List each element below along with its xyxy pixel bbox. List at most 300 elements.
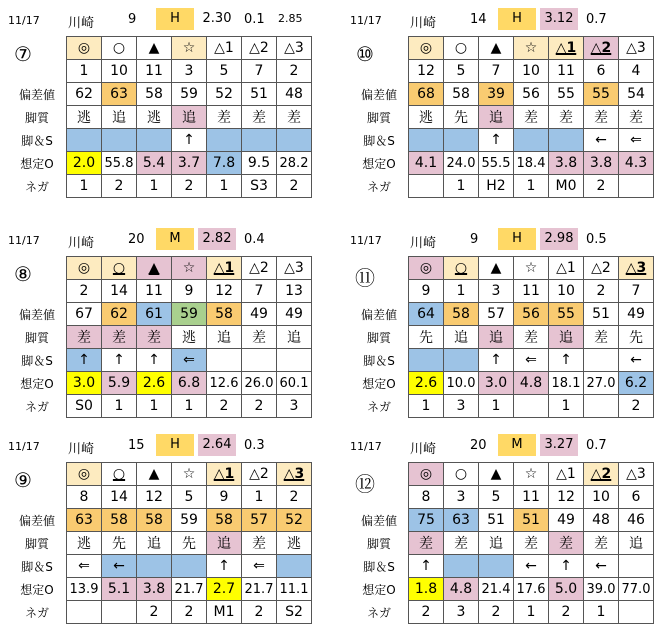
row-label: 偏差値 bbox=[360, 308, 397, 322]
style-cell bbox=[172, 532, 207, 555]
ashi-row bbox=[67, 349, 312, 372]
horse-number-cell-text: 5 bbox=[184, 489, 194, 505]
odds-value: 3.12 bbox=[540, 8, 578, 30]
nega-cell bbox=[619, 395, 654, 418]
race-panel bbox=[350, 432, 666, 640]
race-number: ⑩ bbox=[356, 42, 374, 66]
hensachi-cell-text: 63 bbox=[75, 512, 93, 528]
ashi-cell bbox=[479, 349, 514, 372]
odds-cell-text: 21.4 bbox=[481, 581, 511, 597]
hensachi-cell bbox=[137, 303, 172, 326]
horse-number-cell bbox=[409, 280, 444, 303]
nega-cell-text: 2 bbox=[254, 604, 264, 620]
soutei-row bbox=[67, 152, 312, 175]
horse-number-cell bbox=[619, 60, 654, 83]
horse-number-cell bbox=[67, 280, 102, 303]
odds-cell-text: 3.8 bbox=[142, 581, 166, 597]
row-label: ネガ bbox=[24, 400, 49, 414]
nega-cell bbox=[514, 395, 549, 418]
odds-cell bbox=[619, 372, 654, 395]
style-cell-text: 差 bbox=[524, 330, 538, 346]
odds-cell-text: 3.7 bbox=[177, 155, 201, 171]
style-cell-text: 差 bbox=[77, 330, 91, 346]
horse-number-cell bbox=[102, 60, 137, 83]
symbol-cell bbox=[172, 37, 207, 60]
odds-diff: 0.5 bbox=[586, 232, 607, 247]
nega-cell bbox=[549, 395, 584, 418]
venue-name: 川崎 bbox=[410, 442, 437, 457]
horse-number-cell-text: 6 bbox=[596, 63, 606, 79]
odds-cell bbox=[479, 152, 514, 175]
odds-cell-text: 4.8 bbox=[519, 375, 543, 391]
hensachi-cell bbox=[514, 509, 549, 532]
style-cell bbox=[242, 326, 277, 349]
hensachi-cell bbox=[549, 509, 584, 532]
nega-cell-text: 2 bbox=[421, 604, 431, 620]
style-cell-text: 差 bbox=[524, 536, 538, 552]
hensachi-cell bbox=[409, 83, 444, 106]
hensachi-cell-text: 58 bbox=[145, 512, 163, 528]
hensachi-cell bbox=[409, 303, 444, 326]
odds-cell-text: 2.6 bbox=[414, 375, 438, 391]
hensachi-cell-text: 58 bbox=[215, 306, 233, 322]
row-label: 想定O bbox=[20, 377, 54, 391]
nega-cell-text: 2 bbox=[184, 604, 194, 620]
hensachi-cell bbox=[102, 83, 137, 106]
row-label: 脚質 bbox=[24, 111, 49, 125]
odds-cell-text: 12.6 bbox=[209, 375, 239, 391]
style-cell-text: 差 bbox=[524, 110, 538, 126]
ashi-row bbox=[67, 555, 312, 578]
nega-cell bbox=[549, 175, 584, 198]
style-cell bbox=[102, 326, 137, 349]
symbol-cell bbox=[137, 463, 172, 486]
style-cell-text: 追 bbox=[559, 330, 573, 346]
odds-cell-text: 28.2 bbox=[279, 155, 309, 171]
hensachi-cell-text: 52 bbox=[285, 512, 303, 528]
symbol-cell bbox=[549, 37, 584, 60]
symbol-cell bbox=[444, 37, 479, 60]
hensachi-cell bbox=[172, 509, 207, 532]
row-label: 想定O bbox=[362, 157, 396, 171]
symbol-cell bbox=[444, 463, 479, 486]
hensachi-cell bbox=[619, 509, 654, 532]
ashi-cell bbox=[444, 555, 479, 578]
odds-cell bbox=[549, 372, 584, 395]
hensachi-cell bbox=[277, 303, 312, 326]
ashi-cell bbox=[584, 349, 619, 372]
style-cell bbox=[619, 326, 654, 349]
horse-number-cell bbox=[242, 280, 277, 303]
nega-cell bbox=[67, 601, 102, 624]
nega-cell bbox=[242, 175, 277, 198]
horse-number-cell-text: 11 bbox=[522, 283, 540, 299]
nega-cell bbox=[514, 175, 549, 198]
ashi-cell-text: ↑ bbox=[113, 352, 125, 368]
horse-number-cell-text: 3 bbox=[456, 489, 466, 505]
horse-number-cell bbox=[172, 60, 207, 83]
hensachi-cell-text: 48 bbox=[592, 512, 610, 528]
numbers-row bbox=[409, 280, 654, 303]
odds-cell bbox=[549, 152, 584, 175]
venue-name: 川崎 bbox=[68, 236, 95, 251]
row-label: 偏差値 bbox=[18, 514, 55, 528]
hensachi-cell-text: 58 bbox=[145, 86, 163, 102]
horse-number-cell-text: 10 bbox=[592, 489, 610, 505]
horse-number-cell bbox=[549, 486, 584, 509]
symbol-cell bbox=[549, 463, 584, 486]
style-cell-text: 逃 bbox=[182, 330, 196, 346]
symbol-cell bbox=[584, 37, 619, 60]
style-cell-text: 先 bbox=[454, 110, 468, 126]
symbol-cell bbox=[514, 463, 549, 486]
horse-number-cell bbox=[444, 486, 479, 509]
style-cell-text: 逃 bbox=[77, 110, 91, 126]
symbol-cell-text: ▲ bbox=[490, 260, 502, 276]
nega-cell bbox=[277, 175, 312, 198]
odds-cell-text: 11.1 bbox=[279, 581, 309, 597]
hensachi-cell bbox=[549, 83, 584, 106]
ashi-cell bbox=[409, 129, 444, 152]
hensachi-cell bbox=[619, 83, 654, 106]
odds-cell bbox=[584, 152, 619, 175]
venue-name: 川崎 bbox=[410, 16, 437, 31]
numbers-row bbox=[67, 486, 312, 509]
ashi-cell-text: ↑ bbox=[490, 352, 502, 368]
horse-number-cell-text: 3 bbox=[491, 283, 501, 299]
hensachi-row bbox=[67, 509, 312, 532]
symbol-cell-text: ☆ bbox=[182, 466, 196, 482]
nega-cell bbox=[172, 601, 207, 624]
nega-cell-text: 2 bbox=[114, 178, 124, 194]
odds-cell bbox=[549, 578, 584, 601]
row-label: 脚質 bbox=[366, 537, 391, 551]
runner-count: 20 bbox=[128, 232, 145, 247]
nega-cell-text: 1 bbox=[526, 178, 536, 194]
horse-number-cell-text: 7 bbox=[491, 63, 501, 79]
ashi-cell bbox=[409, 349, 444, 372]
ashi-cell bbox=[549, 349, 584, 372]
symbol-cell-text: ◎ bbox=[419, 40, 433, 56]
ashi-cell bbox=[207, 555, 242, 578]
ashi-cell bbox=[549, 555, 584, 578]
ashi-cell bbox=[242, 129, 277, 152]
hensachi-cell bbox=[242, 509, 277, 532]
symbol-cell-text: ○ bbox=[112, 260, 126, 276]
odds-cell bbox=[102, 578, 137, 601]
hensachi-row bbox=[409, 509, 654, 532]
ashi-cell bbox=[207, 129, 242, 152]
odds-cell-text: 13.9 bbox=[69, 581, 99, 597]
symbol-cell bbox=[242, 463, 277, 486]
nega-cell-text: 1 bbox=[526, 604, 536, 620]
row-label: 偏差値 bbox=[18, 308, 55, 322]
horse-number-cell bbox=[172, 486, 207, 509]
nega-cell bbox=[277, 395, 312, 418]
hensachi-cell bbox=[242, 303, 277, 326]
nega-cell-text: 2 bbox=[561, 604, 571, 620]
race-date: 11/17 bbox=[8, 440, 40, 453]
hensachi-row bbox=[67, 303, 312, 326]
odds-cell-text: 3.0 bbox=[72, 375, 96, 391]
row-label: 脚質 bbox=[24, 537, 49, 551]
symbol-cell-text: △1 bbox=[213, 260, 235, 276]
symbol-cell-text: ☆ bbox=[524, 40, 538, 56]
symbol-cell-text: ▲ bbox=[490, 466, 502, 482]
nega-row bbox=[409, 175, 654, 198]
style-cell-text: 逃 bbox=[287, 536, 301, 552]
hensachi-cell-text: 51 bbox=[522, 512, 540, 528]
symbol-cell bbox=[584, 257, 619, 280]
ashi-cell-text: ← bbox=[595, 558, 607, 574]
odds-cell bbox=[619, 578, 654, 601]
kyakushitsu-row bbox=[67, 326, 312, 349]
odds-diff: 0.7 bbox=[586, 12, 607, 27]
hensachi-cell-text: 48 bbox=[285, 86, 303, 102]
style-cell bbox=[549, 532, 584, 555]
odds-diff: 0.7 bbox=[586, 438, 607, 453]
horse-number-cell-text: 1 bbox=[456, 283, 466, 299]
nega-cell-text: 2 bbox=[491, 604, 501, 620]
nega-cell bbox=[102, 175, 137, 198]
odds-cell-text: 2.0 bbox=[72, 155, 96, 171]
kyakushitsu-row bbox=[67, 106, 312, 129]
odds-cell-text: 1.8 bbox=[414, 581, 438, 597]
row-label: ネガ bbox=[24, 180, 49, 194]
horse-number-cell bbox=[67, 486, 102, 509]
symbols-row bbox=[67, 257, 312, 280]
horse-grid bbox=[408, 256, 654, 418]
odds-value: 2.82 bbox=[198, 228, 236, 250]
style-cell bbox=[172, 326, 207, 349]
horse-grid bbox=[66, 36, 312, 198]
nega-cell-text: 1 bbox=[421, 398, 431, 414]
hensachi-cell bbox=[514, 83, 549, 106]
runner-count: 20 bbox=[470, 438, 487, 453]
nega-cell bbox=[207, 395, 242, 418]
hensachi-cell bbox=[207, 83, 242, 106]
hensachi-cell-text: 68 bbox=[417, 86, 435, 102]
odds-cell bbox=[409, 578, 444, 601]
horse-number-cell bbox=[67, 60, 102, 83]
hensachi-cell bbox=[277, 83, 312, 106]
race-panel bbox=[8, 226, 324, 434]
style-cell bbox=[207, 106, 242, 129]
odds-cell-text: 6.8 bbox=[177, 375, 201, 391]
horse-number-cell-text: 9 bbox=[219, 489, 229, 505]
row-label: ネガ bbox=[24, 606, 49, 620]
row-label: 脚＆S bbox=[363, 354, 395, 368]
odds-cell-text: 2.7 bbox=[212, 581, 236, 597]
symbol-cell-text: △1 bbox=[555, 40, 577, 56]
symbol-cell bbox=[479, 463, 514, 486]
hensachi-row bbox=[409, 303, 654, 326]
nega-cell-text: 1 bbox=[184, 398, 194, 414]
ashi-cell bbox=[102, 349, 137, 372]
nega-cell bbox=[444, 395, 479, 418]
horse-number-cell-text: 8 bbox=[79, 489, 89, 505]
style-cell bbox=[67, 326, 102, 349]
row-label: ネガ bbox=[366, 400, 391, 414]
nega-cell-text: 1 bbox=[491, 398, 501, 414]
hensachi-row bbox=[67, 83, 312, 106]
hensachi-cell-text: 51 bbox=[592, 306, 610, 322]
style-cell-text: 差 bbox=[419, 536, 433, 552]
nega-cell bbox=[242, 395, 277, 418]
ashi-row bbox=[67, 129, 312, 152]
odds-cell bbox=[409, 372, 444, 395]
style-cell bbox=[137, 532, 172, 555]
horse-number-cell-text: 10 bbox=[522, 63, 540, 79]
ashi-cell bbox=[102, 129, 137, 152]
ashi-cell-text: ↑ bbox=[560, 352, 572, 368]
panel-header bbox=[350, 6, 666, 32]
hensachi-cell-text: 59 bbox=[180, 306, 198, 322]
ashi-cell-text: ↑ bbox=[183, 132, 195, 148]
symbol-cell bbox=[102, 463, 137, 486]
odds-cell-text: 60.1 bbox=[279, 375, 309, 391]
ashi-cell-text: ↑ bbox=[490, 132, 502, 148]
symbol-cell-text: △3 bbox=[283, 466, 305, 482]
style-cell-text: 追 bbox=[217, 536, 231, 552]
style-cell-text: 追 bbox=[629, 536, 643, 552]
symbol-cell-text: △2 bbox=[590, 466, 612, 482]
row-label: 想定O bbox=[20, 157, 54, 171]
race-number: ⑪ bbox=[355, 266, 375, 290]
horse-number-cell-text: 12 bbox=[557, 489, 575, 505]
venue-name: 川崎 bbox=[68, 16, 95, 31]
ashi-cell-text: ⇐ bbox=[78, 558, 90, 574]
horse-number-cell-text: 1 bbox=[254, 489, 264, 505]
symbol-cell-text: ◎ bbox=[419, 260, 433, 276]
hensachi-cell-text: 57 bbox=[250, 512, 268, 528]
nega-cell-text: 1 bbox=[561, 398, 571, 414]
symbol-cell bbox=[479, 257, 514, 280]
horse-number-cell bbox=[137, 280, 172, 303]
ashi-row bbox=[409, 349, 654, 372]
nega-cell-text: 2 bbox=[184, 178, 194, 194]
odds-diff: 0.3 bbox=[244, 438, 265, 453]
style-cell bbox=[514, 106, 549, 129]
nega-cell-text: 2 bbox=[596, 178, 606, 194]
style-cell bbox=[549, 106, 584, 129]
horse-number-cell bbox=[242, 60, 277, 83]
style-cell bbox=[479, 106, 514, 129]
row-label: 脚＆S bbox=[363, 560, 395, 574]
odds-cell bbox=[409, 152, 444, 175]
ashi-cell-text: ↑ bbox=[560, 558, 572, 574]
style-cell bbox=[242, 532, 277, 555]
style-cell bbox=[514, 532, 549, 555]
odds-cell bbox=[277, 578, 312, 601]
nega-cell bbox=[67, 175, 102, 198]
horse-number-cell-text: 10 bbox=[110, 63, 128, 79]
hensachi-cell-text: 58 bbox=[110, 512, 128, 528]
nega-cell-text: S2 bbox=[285, 604, 303, 620]
symbol-cell-text: △3 bbox=[284, 40, 304, 56]
hensachi-cell-text: 56 bbox=[522, 86, 540, 102]
style-cell bbox=[277, 326, 312, 349]
horse-number-cell-text: 1 bbox=[79, 63, 89, 79]
style-cell-text: 差 bbox=[559, 536, 573, 552]
symbol-cell-text: △3 bbox=[625, 260, 647, 276]
nega-cell bbox=[619, 601, 654, 624]
style-cell-text: 逃 bbox=[419, 110, 433, 126]
nega-cell bbox=[409, 395, 444, 418]
horse-number-cell-text: 12 bbox=[145, 489, 163, 505]
nega-cell bbox=[479, 175, 514, 198]
symbol-cell-text: △2 bbox=[249, 466, 269, 482]
horse-number-cell bbox=[277, 280, 312, 303]
grade-badge: H bbox=[498, 228, 536, 250]
horse-number-cell-text: 2 bbox=[596, 283, 606, 299]
nega-cell bbox=[409, 175, 444, 198]
symbols-row bbox=[409, 257, 654, 280]
horse-number-cell-text: 11 bbox=[522, 489, 540, 505]
numbers-row bbox=[67, 60, 312, 83]
hensachi-cell-text: 61 bbox=[145, 306, 163, 322]
symbol-cell bbox=[137, 37, 172, 60]
hensachi-cell bbox=[242, 83, 277, 106]
style-cell bbox=[479, 326, 514, 349]
odds-cell-text: 3.0 bbox=[484, 375, 508, 391]
odds-cell-text: 3.8 bbox=[589, 155, 613, 171]
ashi-cell-text: ⇐ bbox=[525, 352, 537, 368]
odds-cell bbox=[172, 372, 207, 395]
runner-count: 14 bbox=[470, 12, 487, 27]
odds-cell bbox=[584, 578, 619, 601]
style-cell bbox=[207, 326, 242, 349]
hensachi-cell-text: 46 bbox=[627, 512, 645, 528]
hensachi-cell bbox=[137, 83, 172, 106]
odds-cell bbox=[514, 372, 549, 395]
style-cell bbox=[172, 106, 207, 129]
numbers-row bbox=[67, 280, 312, 303]
symbol-cell bbox=[67, 37, 102, 60]
nega-row bbox=[67, 175, 312, 198]
style-cell-text: 差 bbox=[594, 330, 608, 346]
ashi-cell bbox=[277, 555, 312, 578]
horse-grid bbox=[408, 462, 654, 624]
hensachi-cell-text: 51 bbox=[250, 86, 268, 102]
row-label: 想定O bbox=[362, 583, 396, 597]
odds-cell bbox=[67, 578, 102, 601]
style-cell-text: 追 bbox=[287, 330, 301, 346]
style-cell bbox=[409, 106, 444, 129]
horse-number-cell-text: 8 bbox=[421, 489, 431, 505]
hensachi-cell bbox=[514, 303, 549, 326]
nega-cell-text: 2 bbox=[219, 398, 229, 414]
odds-cell bbox=[67, 152, 102, 175]
nega-cell-text: 2 bbox=[289, 178, 299, 194]
symbol-cell bbox=[207, 257, 242, 280]
row-label: 偏差値 bbox=[360, 514, 397, 528]
ashi-cell bbox=[619, 555, 654, 578]
odds-cell-text: 55.8 bbox=[104, 155, 134, 171]
style-cell-text: 逃 bbox=[147, 110, 161, 126]
style-cell bbox=[619, 532, 654, 555]
race-date: 11/17 bbox=[8, 234, 40, 247]
hensachi-row bbox=[409, 83, 654, 106]
nega-cell-text: S3 bbox=[250, 178, 268, 194]
ashi-cell bbox=[172, 555, 207, 578]
odds-cell bbox=[242, 152, 277, 175]
symbols-row bbox=[409, 37, 654, 60]
hensachi-cell bbox=[207, 509, 242, 532]
symbol-cell bbox=[584, 463, 619, 486]
ashi-row bbox=[409, 555, 654, 578]
horse-number-cell bbox=[409, 486, 444, 509]
